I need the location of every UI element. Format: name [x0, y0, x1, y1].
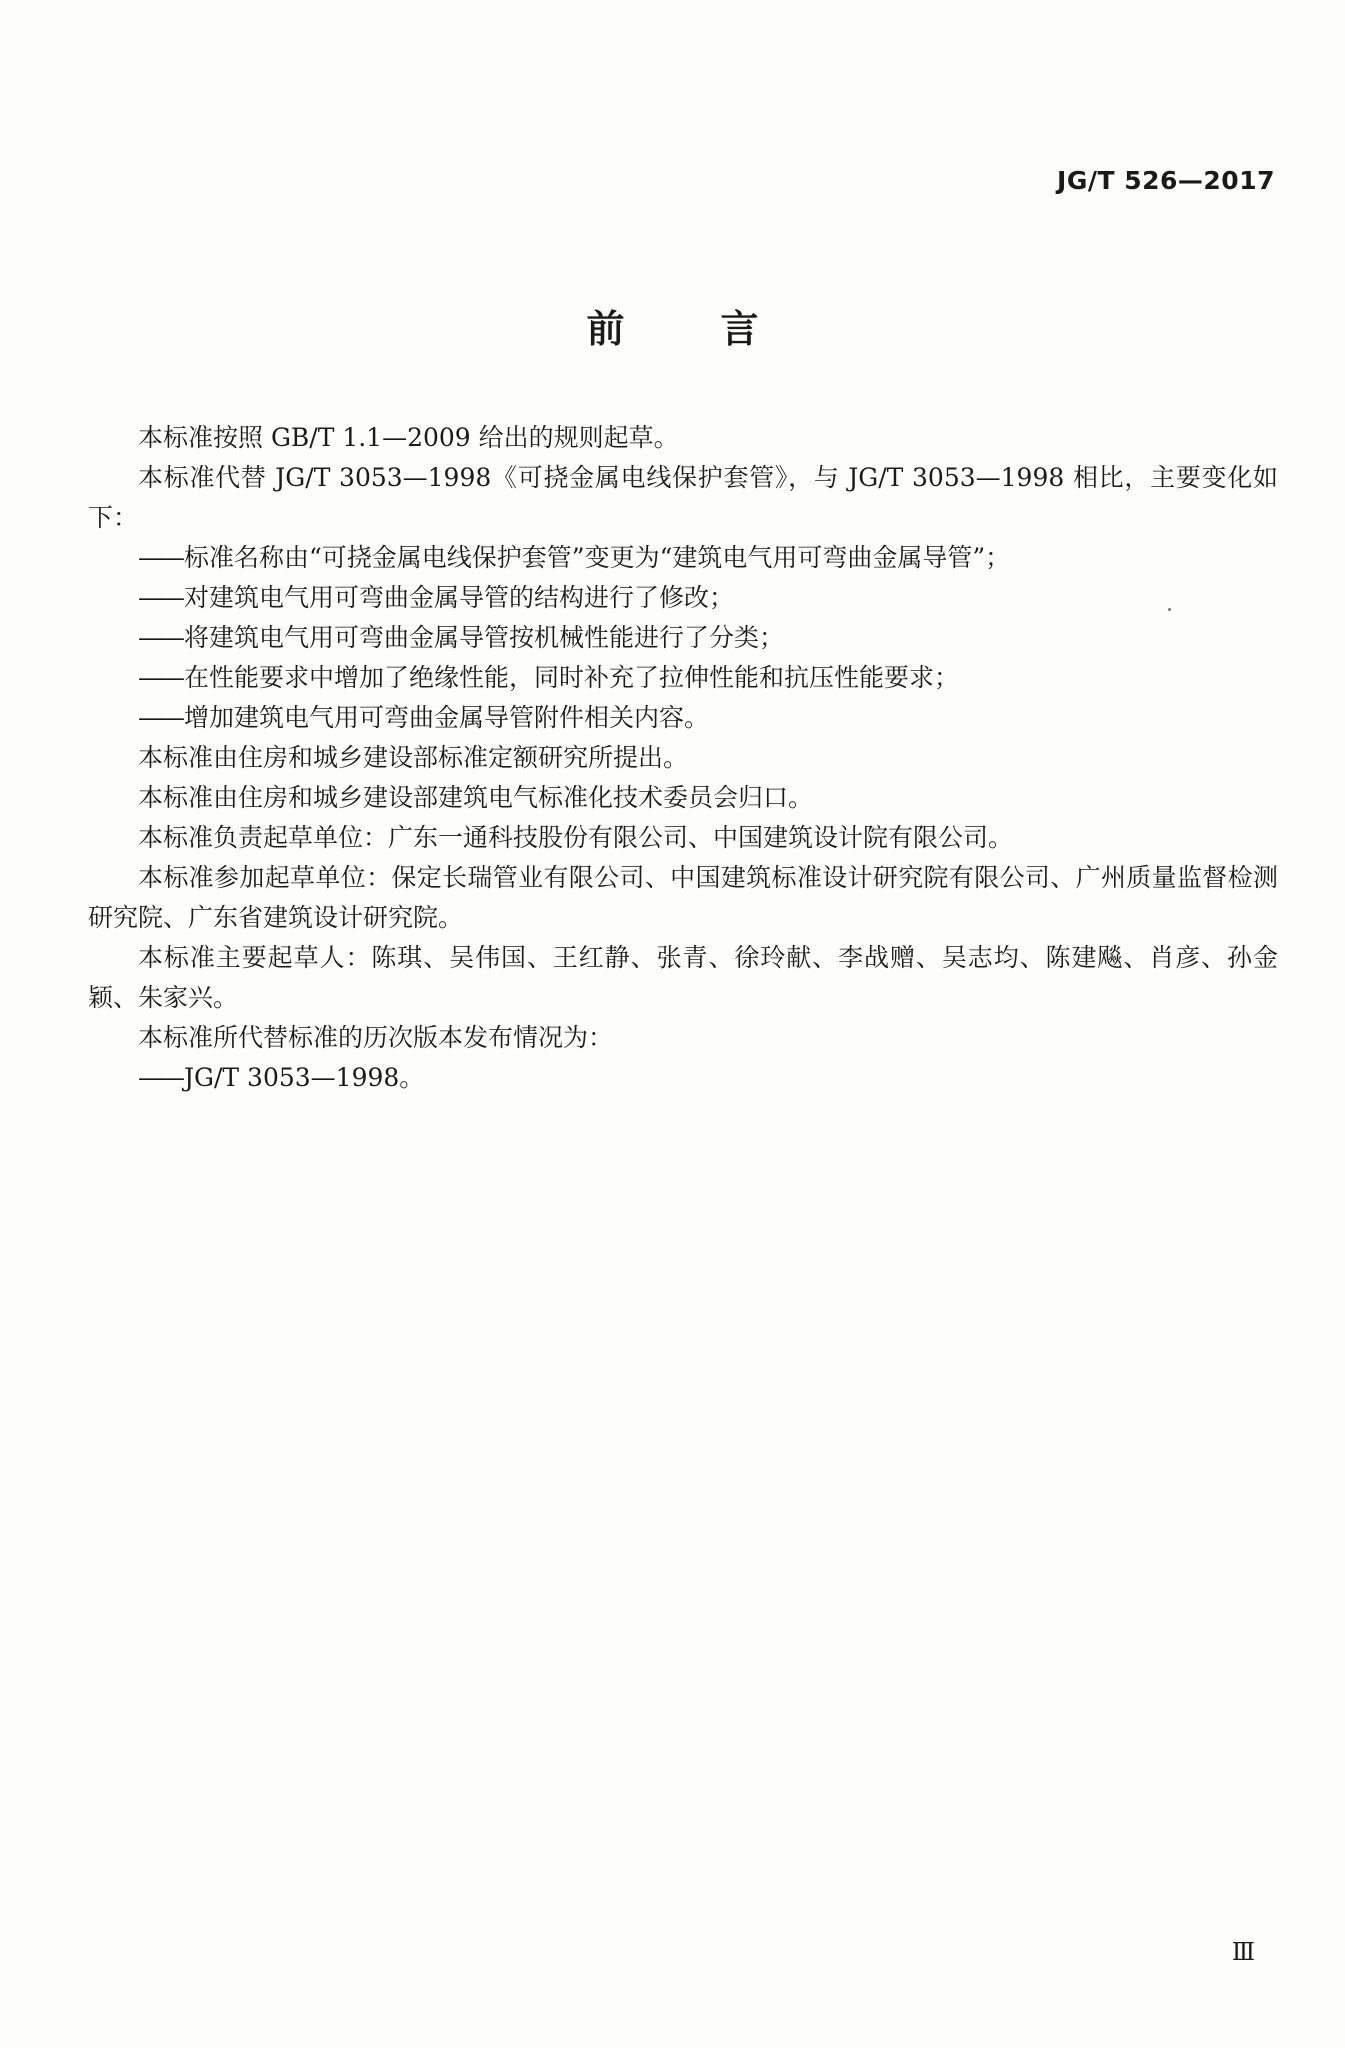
history-item-text: JG/T 3053—1998。: [184, 1063, 425, 1092]
paragraph-proposer: 本标准由住房和城乡建设部标准定额研究所提出。: [138, 743, 689, 772]
change-item: [88, 658, 1278, 698]
history-item: [88, 1058, 1278, 1098]
standard-number: JG/T 526—2017: [1057, 166, 1275, 195]
paragraph-replacement: 本标准代替 JG/T 3053—1998《可挠金属电线保护套管》，与 JG/T 3053—1998 相比，主要变化如下：: [88, 463, 1278, 532]
document-body: [88, 418, 1278, 1098]
dash-marker: ——: [138, 703, 182, 732]
dash-marker: ——: [138, 583, 182, 612]
paragraph-lead-drafters: 本标准负责起草单位：广东一通科技股份有限公司、中国建筑设计院有限公司。: [138, 823, 1014, 852]
paragraph-committee: 本标准由住房和城乡建设部建筑电气标准化技术委员会归口。: [138, 783, 814, 812]
dash-marker: ——: [138, 623, 182, 652]
dash-marker: ——: [138, 1063, 182, 1092]
page-title: 前言: [586, 307, 855, 351]
change-item-text: 对建筑电气用可弯曲金属导管的结构进行了修改；: [184, 583, 735, 612]
paragraph-drafting-rules: 本标准按照 GB/T 1.1—2009 给出的规则起草。: [138, 423, 679, 452]
paragraph-version-history: 本标准所代替标准的历次版本发布情况为：: [138, 1023, 614, 1052]
change-item: [88, 698, 1278, 738]
change-item: [88, 618, 1278, 658]
change-item-text: 增加建筑电气用可弯曲金属导管附件相关内容。: [184, 703, 710, 732]
page-number: Ⅲ: [1231, 1938, 1255, 1966]
scan-speck: [1168, 608, 1171, 611]
dash-marker: ——: [138, 543, 182, 572]
change-item: [88, 538, 1278, 578]
dash-marker: ——: [138, 663, 182, 692]
change-item-text: 将建筑电气用可弯曲金属导管按机械性能进行了分类；: [184, 623, 785, 652]
change-item-text: 标准名称由“可挠金属电线保护套管”变更为“建筑电气用可弯曲金属导管”；: [184, 543, 1011, 572]
paragraph-main-drafters: 本标准主要起草人：陈琪、吴伟国、王红静、张青、徐玲献、李战赠、吴志均、陈建飚、肖彦、孙金颖、朱家兴。: [88, 943, 1278, 1012]
paragraph-participating-drafters: 本标准参加起草单位：保定长瑞管业有限公司、中国建筑标准设计研究院有限公司、广州质量监督检测研究院、广东省建筑设计研究院。: [88, 863, 1278, 932]
change-item: [88, 578, 1278, 618]
change-item-text: 在性能要求中增加了绝缘性能，同时补充了拉伸性能和抗压性能要求；: [184, 663, 960, 692]
